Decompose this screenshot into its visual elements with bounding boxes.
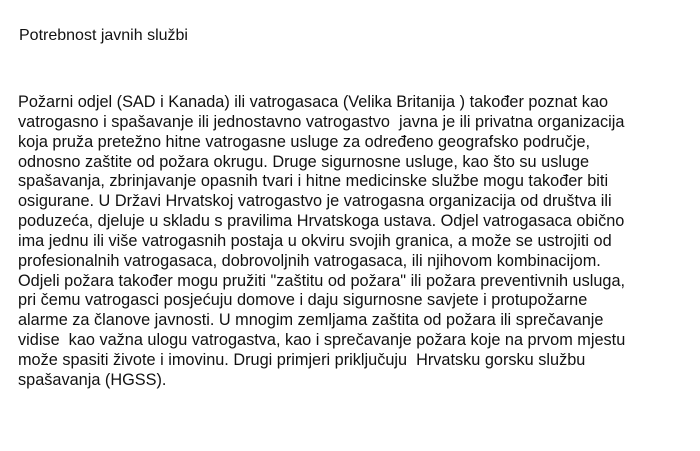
body-line-12: alarme za članove javnosti. U mnogim zemljama zaštita od požara ili sprečavanje [18, 311, 604, 330]
body-line-5: spašavanja, zbrinjavanje opasnih tvari i hitne medicinske službe mogu također biti [18, 172, 609, 191]
body-line-6: osigurane. U Državi Hrvatskoj vatrogastvo je vatrogasna organizacija od društva ili [18, 192, 612, 211]
body-line-9: profesionalnih vatrogasaca, dobrovoljnih vatrogasaca, ili njihovom kombinacijom. [18, 251, 601, 270]
body-line-13: vidise kao važna ulogu vatrogastva, kao i sprečavanje požara koje na prvom mjestu [18, 331, 626, 350]
body-line-11: pri čemu vatrogasci posjećuju domove i daju sigurnosne savjete i protupožarne [18, 291, 588, 310]
body-line-14: može spasiti živote i imovinu. Drugi primjeri priključuju Hrvatsku gorsku službu [18, 350, 586, 369]
body-line-10: Odjeli požara također mogu pružiti "zaštitu od požara" ili požara preventivnih usluga, [18, 271, 626, 290]
body-line-8: ima jednu ili više vatrogasnih postaja u okviru svojih granica, a može se ustrojiti od [18, 231, 612, 250]
body-line-15: spašavanja (HGSS). [18, 370, 167, 389]
body-line-1: Požarni odjel (SAD i Kanada) ili vatrogasaca (Velika Britanija ) također poznat kao [18, 93, 609, 111]
body-line-7: poduzeća, djeluje u skladu s pravilima Hrvatskoga ustava. Odjel vatrogasaca obično [18, 212, 625, 231]
body-line-4: odnosno zaštite od požara okrugu. Druge sigurnosne usluge, kao što su usluge [18, 152, 590, 171]
document-title: Potrebnost javnih službi [19, 27, 188, 44]
body-line-3: koja pruža pretežno hitne vatrogasne usluge za određeno geografsko područje, [18, 132, 591, 151]
body-line-2: vatrogasno i spašavanje ili jednostavno vatrogastvo javna je ili privatna organizacija [18, 112, 625, 131]
document-body [18, 93, 698, 391]
